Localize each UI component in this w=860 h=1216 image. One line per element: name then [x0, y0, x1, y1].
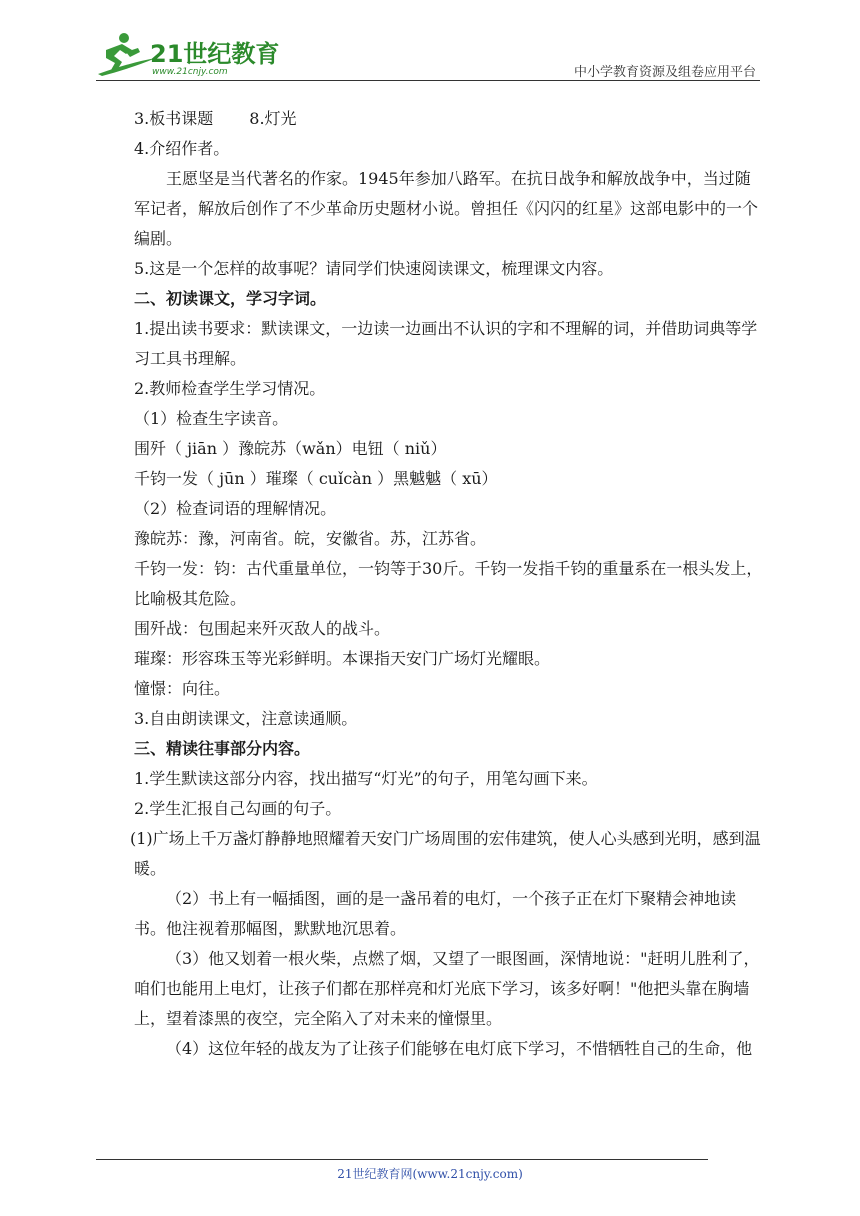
word-definition: 围歼战：包围起来歼灭敌人的战斗。: [134, 619, 391, 638]
author-paragraph: 王愿坚是当代著名的作家。1945年参加八路军。在抗日战争和解放战争中，当过随军记者，解放后创作了不少革命历史题材小说。曾担任《闪闪的红星》这部电影中的一个编剧。: [134, 169, 759, 248]
logo-url: www.21cnjy.com: [152, 67, 228, 77]
text-line: 1.学生默读这部分内容，找出描写“灯光”的句子，用笔勾画下来。: [134, 769, 598, 788]
text-line: 3.自由朗读课文，注意读通顺。: [134, 709, 358, 728]
word-definition: 璀璨：形容珠玉等光彩鲜明。本课指天安门广场灯光耀眼。: [134, 649, 551, 668]
text-line: 5.这是一个怎样的故事呢？请同学们快速阅读课文，梳理课文内容。: [134, 259, 614, 278]
runner-icon: [98, 33, 156, 76]
text-line: 2.教师检查学生学习情况。: [134, 379, 326, 398]
text-line: [134, 104, 764, 134]
word-definition: 憧憬：向往。: [134, 679, 231, 698]
document-body: [130, 104, 764, 1064]
quoted-sentence: （3）他又划着一根火柴，点燃了烟，又望了一眼图画，深情地说："赶明儿胜利了，咱们也能用上电灯，让孩子们都在那样亮和灯光底下学习，该多好啊！"他把头靠在胸墙上，望着漆黑的夜空，完全陷入了对未来的憧憬里。: [134, 949, 760, 1028]
pinyin-line: 千钧一发（ jūn ）璀璨（ cuǐcàn ）黑魆魆（ xū）: [134, 469, 498, 488]
quoted-sentence: （2）书上有一幅插图，画的是一盏吊着的电灯，一个孩子正在灯下聚精会神地读书。他注视着那幅图，默默地沉思着。: [134, 889, 737, 938]
lesson-title: 8.灯光: [249, 109, 297, 128]
pinyin-line: 围歼（ jiān ）豫皖苏（wǎn）电钮（ niǔ）: [134, 439, 447, 458]
paragraph: 1.提出读书要求：默读课文，一边读一边画出不认识的字和不理解的词，并借助词典等学习工具书理解。: [134, 319, 758, 368]
footer-text: 21世纪教育网(www.21cnjy.com): [337, 1167, 523, 1181]
logo-text: 21世纪教育: [150, 40, 280, 68]
header-tagline: 中小学教育资源及组卷应用平台: [573, 65, 756, 80]
page-header: [0, 0, 860, 90]
text-line: （1）检查生字读音。: [134, 409, 289, 428]
section-heading: 二、初读课文，学习字词。: [134, 289, 327, 308]
text-line: （2）检查词语的理解情况。: [134, 499, 337, 518]
word-definition: 千钧一发：钧：古代重量单位，一钧等于30斤。千钧一发指千钧的重量系在一根头发上，比喻极其危险。: [134, 559, 763, 608]
quoted-sentence: （4）这位年轻的战友为了让孩子们能够在电灯底下学习，不惜牺牲自己的生命，他: [166, 1039, 753, 1058]
section-heading: 三、精读往事部分内容。: [134, 739, 311, 758]
footer-divider: [96, 1159, 708, 1160]
text-line: 4.介绍作者。: [134, 139, 230, 158]
text-line: 2.学生汇报自己勾画的句子。: [134, 799, 342, 818]
logo: [92, 30, 280, 78]
word-definition: 豫皖苏：豫，河南省。皖，安徽省。苏，江苏省。: [134, 529, 487, 548]
step-title: 3.板书课题: [134, 109, 214, 128]
quoted-sentence: (1)广场上千万盏灯静静地照耀着天安门广场周围的宏伟建筑，使人心头感到光明，感到温暖。: [130, 829, 761, 878]
header-divider: [96, 80, 760, 81]
